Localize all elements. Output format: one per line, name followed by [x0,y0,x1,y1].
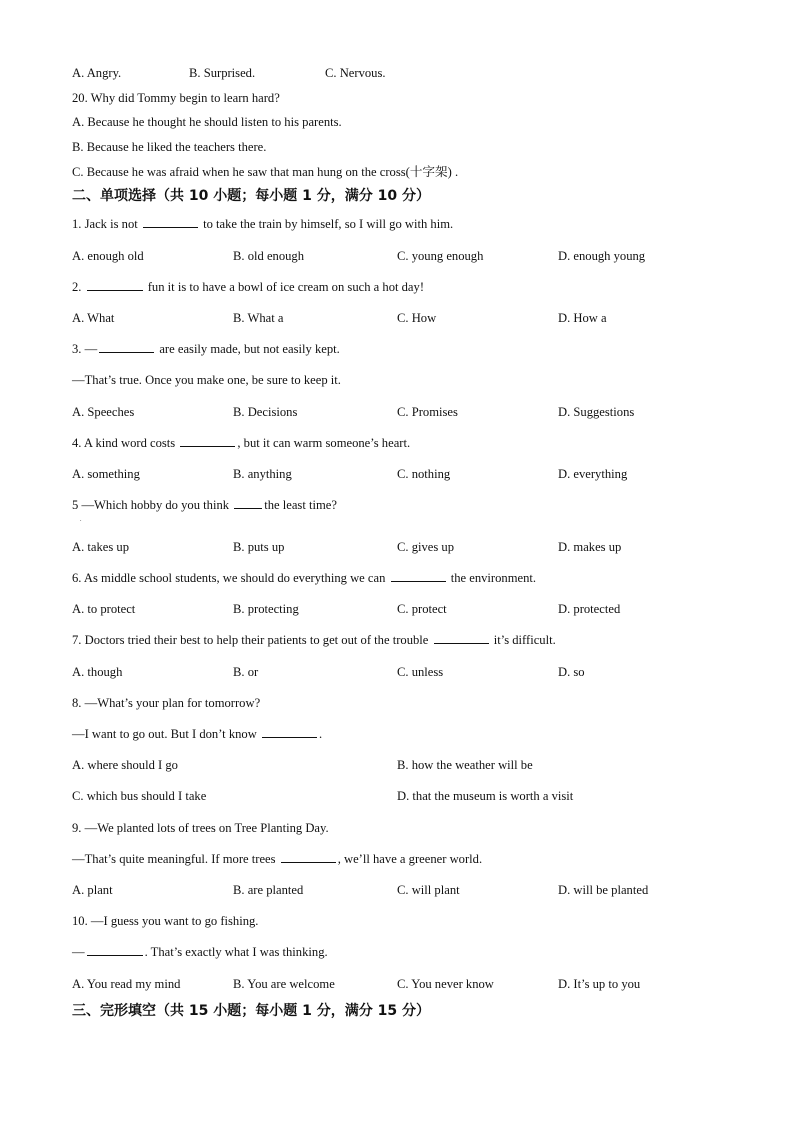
q5-period-mark: . [80,517,82,523]
q7-option-a: A. though [72,665,123,679]
q1-blank [143,216,198,228]
q6-blank [391,570,446,582]
q4-option-b: B. anything [233,467,292,481]
q8-options-row2 [72,788,722,804]
q4-blank [180,435,235,447]
q9-question: 9. —We planted lots of trees on Tree Planting Day. [72,821,329,835]
q10-pre: — [72,945,85,959]
q10-post: . That’s exactly what I was thinking. [144,945,328,959]
q8-post: . [318,727,323,741]
q1-option-d: D. enough young [558,249,646,263]
q20-question: 20. Why did Tommy begin to learn hard? [72,91,280,105]
q6-pre: 6. As middle school students, we should do everything we can [72,571,389,585]
q6-option-b: B. protecting [233,602,299,616]
q8-blank [262,726,317,738]
q3-blank [99,341,154,353]
q4-pre: 4. A kind word costs [72,436,179,450]
q5-option-a: A. takes up [72,540,130,554]
q20-option-b: B. Because he liked the teachers there. [72,140,267,154]
q7-stem [72,632,556,648]
q5-post: the least time? [264,498,337,512]
q4-post: , but it can warm someone’s heart. [237,436,411,450]
q10-stem [72,944,328,960]
q10-blank [87,944,143,956]
q6-options [72,601,722,617]
q4-option-c: C. nothing [397,467,451,481]
q2-post: fun it is to have a bowl of ice cream on such a hot day! [144,280,425,294]
q2-stem [72,279,424,295]
q4-option-a: A. something [72,467,140,481]
q7-option-d: D. so [558,665,585,679]
q3-reply: —That’s true. Once you make one, be sure to keep it. [72,373,341,387]
q6-option-a: A. to protect [72,602,136,616]
q7-option-c: C. unless [397,665,444,679]
q4-stem [72,435,410,451]
q4-option-d: D. everything [558,467,628,481]
q1-option-c: C. young enough [397,249,484,263]
q9-option-d: D. will be planted [558,883,649,897]
q4-options [72,466,722,482]
q1-stem [72,216,453,232]
q1-pre: 1. Jack is not [72,217,141,231]
q10-options [72,976,722,992]
q3-option-a: A. Speeches [72,405,135,419]
q2-option-d: D. How a [558,311,607,325]
q20-option-a: A. Because he thought he should listen to his parents. [72,115,342,129]
q9-option-a: A. plant [72,883,113,897]
q6-stem [72,570,536,586]
q3-options [72,404,722,420]
q10-option-c: C. You never know [397,977,494,991]
q3-pre: 3. — [72,342,98,356]
q9-option-b: B. are planted [233,883,304,897]
q1-post: to take the train by himself, so I will go with him. [199,217,454,231]
q8-option-a: A. where should I go [72,758,178,772]
q9-options [72,882,722,898]
q8-option-b: B. how the weather will be [397,758,533,772]
q10-option-a: A. You read my mind [72,977,181,991]
q1-options [72,248,722,264]
q10-option-b: B. You are welcome [233,977,335,991]
q19-options [72,65,722,81]
q3-option-c: C. Promises [397,405,458,419]
q3-option-d: D. Suggestions [558,405,635,419]
q19-option-c: C. Nervous. [325,66,386,80]
q8-option-d: D. that the museum is worth a visit [397,789,574,803]
q3-post: are easily made, but not easily kept. [156,342,340,356]
q9-blank [281,851,336,863]
q9-option-c: C. will plant [397,883,460,897]
q1-option-b: B. old enough [233,249,305,263]
q3-option-b: B. Decisions [233,405,298,419]
q8-option-c: C. which bus should I take [72,789,207,803]
q7-blank [434,632,489,644]
q1-option-a: A. enough old [72,249,144,263]
q8-stem [72,726,322,742]
q7-post: it’s difficult. [490,633,556,647]
q20-option-c: C. Because he was afraid when he saw that man hung on the cross(十字架) . [72,165,459,179]
q5-pre: 5 —Which hobby do you think [72,498,233,512]
q7-options [72,664,722,680]
q10-question: 10. —I guess you want to go fishing. [72,914,259,928]
q19-option-a: A. Angry. [72,66,122,80]
q8-question: 8. —What’s your plan for tomorrow? [72,696,261,710]
q5-option-d: D. makes up [558,540,622,554]
q10-option-d: D. It’s up to you [558,977,641,991]
q8-pre: —I want to go out. But I don’t know [72,727,260,741]
q2-pre: 2. [72,280,85,294]
q5-option-b: B. puts up [233,540,285,554]
q19-option-b: B. Surprised. [189,66,256,80]
q7-pre: 7. Doctors tried their best to help their patients to get out of the trouble [72,633,432,647]
q7-option-b: B. or [233,665,259,679]
q2-option-c: C. How [397,311,437,325]
q6-option-d: D. protected [558,602,621,616]
section2-heading: 二、单项选择（共 10 小题；每小题 1 分，满分 10 分） [72,188,430,204]
q9-post: , we’ll have a greener world. [337,852,483,866]
q6-post: the environment. [447,571,537,585]
q5-option-c: C. gives up [397,540,455,554]
q3-stem [72,341,340,357]
q9-pre: —That’s quite meaningful. If more trees [72,852,279,866]
section3-heading: 三、完形填空（共 15 小题；每小题 1 分，满分 15 分） [72,1003,430,1019]
q5-stem [72,497,337,513]
q5-options [72,539,722,555]
q2-options [72,310,722,326]
q2-option-b: B. What a [233,311,284,325]
q9-stem [72,851,482,867]
q2-blank [87,279,143,291]
q8-options-row1 [72,757,722,773]
q5-blank [234,497,262,509]
q2-option-a: A. What [72,311,115,325]
q6-option-c: C. protect [397,602,447,616]
